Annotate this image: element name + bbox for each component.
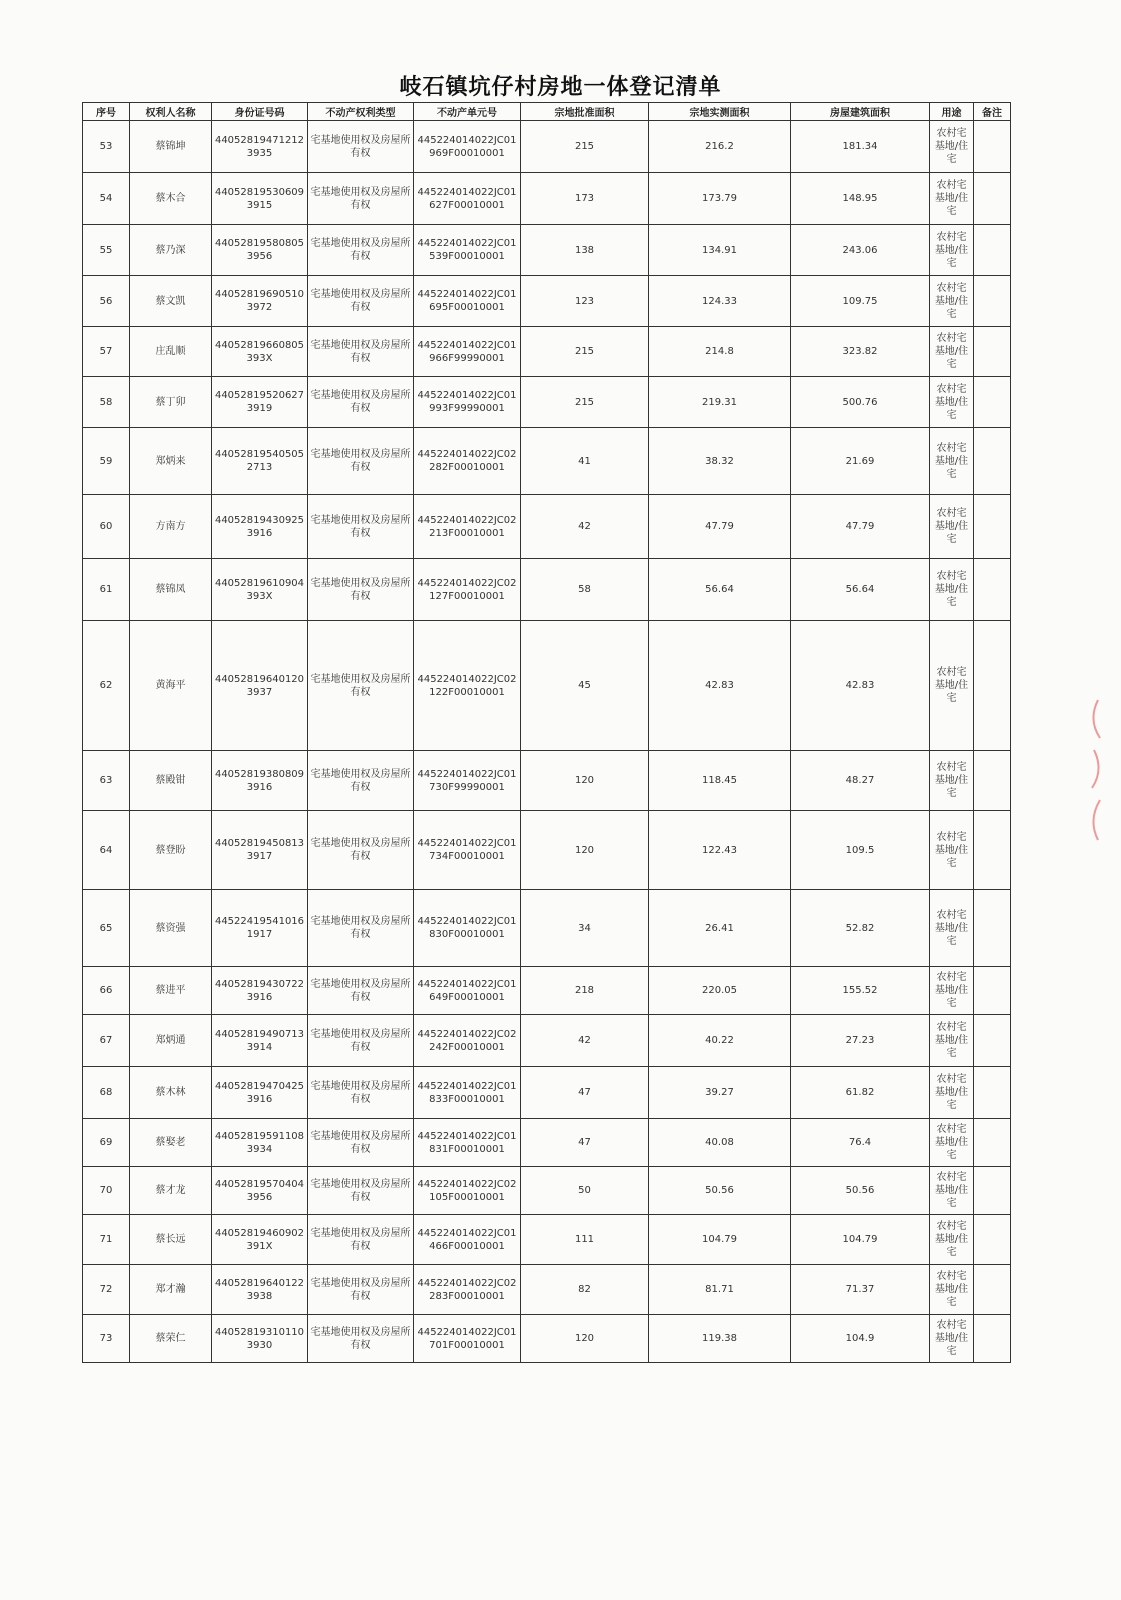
unit-number-cell: 445224014022JC01993F99990001 (414, 377, 521, 428)
usage-cell: 农村宅基地/住宅 (930, 1265, 974, 1315)
measured-area-cell: 173.79 (649, 173, 791, 225)
unit-number-cell: 445224014022JC01695F00010001 (414, 276, 521, 327)
seq-cell: 71 (83, 1215, 130, 1265)
note-cell (974, 967, 1011, 1015)
table-row (83, 428, 1011, 495)
note-cell (974, 751, 1011, 811)
right-type-cell: 宅基地使用权及房屋所有权 (308, 225, 414, 276)
unit-number-cell: 445224014022JC01734F00010001 (414, 811, 521, 890)
approved-area-cell: 123 (521, 276, 649, 327)
usage-cell: 农村宅基地/住宅 (930, 1015, 974, 1067)
seq-cell: 55 (83, 225, 130, 276)
table-row (83, 1215, 1011, 1265)
right-type-cell: 宅基地使用权及房屋所有权 (308, 1167, 414, 1215)
approved-area-cell: 120 (521, 811, 649, 890)
seq-cell: 69 (83, 1119, 130, 1167)
usage-cell: 农村宅基地/住宅 (930, 811, 974, 890)
name-cell: 蔡丁卯 (130, 377, 212, 428)
building-area-cell: 109.75 (791, 276, 930, 327)
unit-number-cell: 445224014022JC01833F00010001 (414, 1067, 521, 1119)
measured-area-cell: 47.79 (649, 495, 791, 559)
unit-number-cell: 445224014022JC02242F00010001 (414, 1015, 521, 1067)
name-cell: 蔡锦坤 (130, 121, 212, 173)
measured-area-cell: 38.32 (649, 428, 791, 495)
usage-cell: 农村宅基地/住宅 (930, 276, 974, 327)
table-body (83, 121, 1011, 1363)
note-cell (974, 225, 1011, 276)
measured-area-cell: 40.08 (649, 1119, 791, 1167)
name-cell: 蔡荣仁 (130, 1315, 212, 1363)
seq-cell: 57 (83, 327, 130, 377)
building-area-cell: 47.79 (791, 495, 930, 559)
usage-cell: 农村宅基地/住宅 (930, 495, 974, 559)
building-area-cell: 500.76 (791, 377, 930, 428)
usage-cell: 农村宅基地/住宅 (930, 1067, 974, 1119)
note-cell (974, 1315, 1011, 1363)
table-row (83, 276, 1011, 327)
unit-number-cell: 445224014022JC01539F00010001 (414, 225, 521, 276)
seq-cell: 64 (83, 811, 130, 890)
building-area-cell: 50.56 (791, 1167, 930, 1215)
right-type-cell: 宅基地使用权及房屋所有权 (308, 1265, 414, 1315)
unit-number-cell: 445224014022JC02127F00010001 (414, 559, 521, 621)
table-row (83, 225, 1011, 276)
measured-area-cell: 56.64 (649, 559, 791, 621)
building-area-cell: 52.82 (791, 890, 930, 967)
seq-cell: 54 (83, 173, 130, 225)
measured-area-cell: 26.41 (649, 890, 791, 967)
unit-number-cell: 445224014022JC01966F99990001 (414, 327, 521, 377)
approved-area-cell: 42 (521, 1015, 649, 1067)
column-header: 备注 (974, 103, 1011, 121)
table-row (83, 1265, 1011, 1315)
measured-area-cell: 219.31 (649, 377, 791, 428)
register-table (82, 102, 1011, 1363)
red-stamp-fragment (1080, 690, 1110, 850)
id-number-cell: 440528195808053956 (212, 225, 308, 276)
building-area-cell: 104.9 (791, 1315, 930, 1363)
unit-number-cell: 445224014022JC01730F99990001 (414, 751, 521, 811)
usage-cell: 农村宅基地/住宅 (930, 1167, 974, 1215)
building-area-cell: 56.64 (791, 559, 930, 621)
note-cell (974, 811, 1011, 890)
table-row (83, 559, 1011, 621)
seq-cell: 60 (83, 495, 130, 559)
column-header: 用途 (930, 103, 974, 121)
register-table-container (82, 102, 1010, 1363)
building-area-cell: 323.82 (791, 327, 930, 377)
approved-area-cell: 120 (521, 751, 649, 811)
right-type-cell: 宅基地使用权及房屋所有权 (308, 1119, 414, 1167)
right-type-cell: 宅基地使用权及房屋所有权 (308, 890, 414, 967)
measured-area-cell: 42.83 (649, 621, 791, 751)
id-number-cell: 44052819610904393X (212, 559, 308, 621)
usage-cell: 农村宅基地/住宅 (930, 225, 974, 276)
seq-cell: 66 (83, 967, 130, 1015)
name-cell: 黄海平 (130, 621, 212, 751)
table-row (83, 377, 1011, 428)
right-type-cell: 宅基地使用权及房屋所有权 (308, 428, 414, 495)
approved-area-cell: 120 (521, 1315, 649, 1363)
table-row (83, 495, 1011, 559)
usage-cell: 农村宅基地/住宅 (930, 377, 974, 428)
right-type-cell: 宅基地使用权及房屋所有权 (308, 967, 414, 1015)
header-row (83, 103, 1011, 121)
id-number-cell: 440528194508133917 (212, 811, 308, 890)
measured-area-cell: 50.56 (649, 1167, 791, 1215)
building-area-cell: 155.52 (791, 967, 930, 1015)
id-number-cell: 440528195206273919 (212, 377, 308, 428)
unit-number-cell: 445224014022JC01627F00010001 (414, 173, 521, 225)
unit-number-cell: 445224014022JC02105F00010001 (414, 1167, 521, 1215)
measured-area-cell: 134.91 (649, 225, 791, 276)
table-row (83, 1167, 1011, 1215)
seq-cell: 61 (83, 559, 130, 621)
seq-cell: 63 (83, 751, 130, 811)
column-header: 不动产权利类型 (308, 103, 414, 121)
approved-area-cell: 111 (521, 1215, 649, 1265)
id-number-cell: 440528195306093915 (212, 173, 308, 225)
approved-area-cell: 50 (521, 1167, 649, 1215)
seq-cell: 68 (83, 1067, 130, 1119)
id-number-cell: 44052819660805393X (212, 327, 308, 377)
seq-cell: 59 (83, 428, 130, 495)
name-cell: 方南方 (130, 495, 212, 559)
id-number-cell: 440528194704253916 (212, 1067, 308, 1119)
seq-cell: 53 (83, 121, 130, 173)
note-cell (974, 121, 1011, 173)
id-number-cell: 440528193808093916 (212, 751, 308, 811)
approved-area-cell: 58 (521, 559, 649, 621)
building-area-cell: 61.82 (791, 1067, 930, 1119)
unit-number-cell: 445224014022JC01649F00010001 (414, 967, 521, 1015)
usage-cell: 农村宅基地/住宅 (930, 1315, 974, 1363)
right-type-cell: 宅基地使用权及房屋所有权 (308, 377, 414, 428)
table-row (83, 1015, 1011, 1067)
usage-cell: 农村宅基地/住宅 (930, 428, 974, 495)
seq-cell: 56 (83, 276, 130, 327)
approved-area-cell: 45 (521, 621, 649, 751)
table-row (83, 811, 1011, 890)
approved-area-cell: 41 (521, 428, 649, 495)
note-cell (974, 1067, 1011, 1119)
name-cell: 蔡锦凤 (130, 559, 212, 621)
right-type-cell: 宅基地使用权及房屋所有权 (308, 1215, 414, 1265)
column-header: 宗地批准面积 (521, 103, 649, 121)
seq-cell: 73 (83, 1315, 130, 1363)
id-number-cell: 440528194907133914 (212, 1015, 308, 1067)
approved-area-cell: 42 (521, 495, 649, 559)
approved-area-cell: 215 (521, 377, 649, 428)
unit-number-cell: 445224014022JC01969F00010001 (414, 121, 521, 173)
note-cell (974, 890, 1011, 967)
usage-cell: 农村宅基地/住宅 (930, 621, 974, 751)
name-cell: 蔡登盼 (130, 811, 212, 890)
note-cell (974, 428, 1011, 495)
unit-number-cell: 445224014022JC02122F00010001 (414, 621, 521, 751)
usage-cell: 农村宅基地/住宅 (930, 967, 974, 1015)
name-cell: 蔡木合 (130, 173, 212, 225)
approved-area-cell: 82 (521, 1265, 649, 1315)
right-type-cell: 宅基地使用权及房屋所有权 (308, 751, 414, 811)
note-cell (974, 1265, 1011, 1315)
usage-cell: 农村宅基地/住宅 (930, 559, 974, 621)
approved-area-cell: 47 (521, 1119, 649, 1167)
seal-mark (1080, 690, 1110, 850)
note-cell (974, 327, 1011, 377)
usage-cell: 农村宅基地/住宅 (930, 1215, 974, 1265)
note-cell (974, 173, 1011, 225)
measured-area-cell: 119.38 (649, 1315, 791, 1363)
name-cell: 蔡乃深 (130, 225, 212, 276)
name-cell: 蔡资强 (130, 890, 212, 967)
note-cell (974, 1215, 1011, 1265)
unit-number-cell: 445224014022JC01701F00010001 (414, 1315, 521, 1363)
table-row (83, 1067, 1011, 1119)
column-header: 序号 (83, 103, 130, 121)
seq-cell: 62 (83, 621, 130, 751)
right-type-cell: 宅基地使用权及房屋所有权 (308, 811, 414, 890)
building-area-cell: 21.69 (791, 428, 930, 495)
measured-area-cell: 124.33 (649, 276, 791, 327)
right-type-cell: 宅基地使用权及房屋所有权 (308, 1015, 414, 1067)
usage-cell: 农村宅基地/住宅 (930, 121, 974, 173)
name-cell: 蔡殿钳 (130, 751, 212, 811)
measured-area-cell: 39.27 (649, 1067, 791, 1119)
right-type-cell: 宅基地使用权及房屋所有权 (308, 327, 414, 377)
table-row (83, 890, 1011, 967)
approved-area-cell: 215 (521, 121, 649, 173)
usage-cell: 农村宅基地/住宅 (930, 1119, 974, 1167)
column-header: 权利人名称 (130, 103, 212, 121)
building-area-cell: 104.79 (791, 1215, 930, 1265)
name-cell: 蔡木林 (130, 1067, 212, 1119)
measured-area-cell: 81.71 (649, 1265, 791, 1315)
column-header: 房屋建筑面积 (791, 103, 930, 121)
approved-area-cell: 47 (521, 1067, 649, 1119)
unit-number-cell: 445224014022JC02283F00010001 (414, 1265, 521, 1315)
unit-number-cell: 445224014022JC01830F00010001 (414, 890, 521, 967)
id-number-cell: 440528196401203937 (212, 621, 308, 751)
table-row (83, 967, 1011, 1015)
seq-cell: 70 (83, 1167, 130, 1215)
id-number-cell: 440528195911083934 (212, 1119, 308, 1167)
column-header: 不动产单元号 (414, 103, 521, 121)
table-row (83, 751, 1011, 811)
usage-cell: 农村宅基地/住宅 (930, 173, 974, 225)
building-area-cell: 243.06 (791, 225, 930, 276)
column-header: 宗地实测面积 (649, 103, 791, 121)
approved-area-cell: 218 (521, 967, 649, 1015)
table-row (83, 327, 1011, 377)
approved-area-cell: 34 (521, 890, 649, 967)
name-cell: 郑炳来 (130, 428, 212, 495)
approved-area-cell: 138 (521, 225, 649, 276)
measured-area-cell: 216.2 (649, 121, 791, 173)
building-area-cell: 27.23 (791, 1015, 930, 1067)
approved-area-cell: 215 (521, 327, 649, 377)
table-row (83, 1119, 1011, 1167)
name-cell: 郑炳通 (130, 1015, 212, 1067)
building-area-cell: 148.95 (791, 173, 930, 225)
unit-number-cell: 445224014022JC02282F00010001 (414, 428, 521, 495)
measured-area-cell: 40.22 (649, 1015, 791, 1067)
approved-area-cell: 173 (521, 173, 649, 225)
unit-number-cell: 445224014022JC02213F00010001 (414, 495, 521, 559)
seq-cell: 58 (83, 377, 130, 428)
id-number-cell: 445224195410161917 (212, 890, 308, 967)
table-row (83, 1315, 1011, 1363)
id-number-cell: 440528196401223938 (212, 1265, 308, 1315)
name-cell: 蔡文凯 (130, 276, 212, 327)
seq-cell: 67 (83, 1015, 130, 1067)
building-area-cell: 181.34 (791, 121, 930, 173)
right-type-cell: 宅基地使用权及房屋所有权 (308, 1067, 414, 1119)
right-type-cell: 宅基地使用权及房屋所有权 (308, 559, 414, 621)
building-area-cell: 42.83 (791, 621, 930, 751)
id-number-cell: 440528196905103972 (212, 276, 308, 327)
note-cell (974, 621, 1011, 751)
seq-cell: 72 (83, 1265, 130, 1315)
usage-cell: 农村宅基地/住宅 (930, 327, 974, 377)
right-type-cell: 宅基地使用权及房屋所有权 (308, 1315, 414, 1363)
note-cell (974, 276, 1011, 327)
page-title: 岐石镇坑仔村房地一体登记清单 (399, 74, 722, 100)
building-area-cell: 109.5 (791, 811, 930, 890)
name-cell: 蔡长远 (130, 1215, 212, 1265)
building-area-cell: 48.27 (791, 751, 930, 811)
id-number-cell: 440528194307223916 (212, 967, 308, 1015)
note-cell (974, 377, 1011, 428)
right-type-cell: 宅基地使用权及房屋所有权 (308, 121, 414, 173)
measured-area-cell: 118.45 (649, 751, 791, 811)
note-cell (974, 1167, 1011, 1215)
right-type-cell: 宅基地使用权及房屋所有权 (308, 495, 414, 559)
note-cell (974, 559, 1011, 621)
right-type-cell: 宅基地使用权及房屋所有权 (308, 621, 414, 751)
seq-cell: 65 (83, 890, 130, 967)
building-area-cell: 76.4 (791, 1119, 930, 1167)
id-number-cell: 44052819460902391X (212, 1215, 308, 1265)
building-area-cell: 71.37 (791, 1265, 930, 1315)
table-row (83, 121, 1011, 173)
unit-number-cell: 445224014022JC01831F00010001 (414, 1119, 521, 1167)
name-cell: 蔡进平 (130, 967, 212, 1015)
measured-area-cell: 214.8 (649, 327, 791, 377)
id-number-cell: 440528194712123935 (212, 121, 308, 173)
note-cell (974, 1119, 1011, 1167)
name-cell: 蔡才龙 (130, 1167, 212, 1215)
name-cell: 蔡娶老 (130, 1119, 212, 1167)
name-cell: 庄乱顺 (130, 327, 212, 377)
usage-cell: 农村宅基地/住宅 (930, 890, 974, 967)
unit-number-cell: 445224014022JC01466F00010001 (414, 1215, 521, 1265)
table-row (83, 173, 1011, 225)
right-type-cell: 宅基地使用权及房屋所有权 (308, 276, 414, 327)
name-cell: 郑才瀚 (130, 1265, 212, 1315)
note-cell (974, 495, 1011, 559)
column-header: 身份证号码 (212, 103, 308, 121)
id-number-cell: 440528194309253916 (212, 495, 308, 559)
right-type-cell: 宅基地使用权及房屋所有权 (308, 173, 414, 225)
id-number-cell: 440528195405052713 (212, 428, 308, 495)
measured-area-cell: 122.43 (649, 811, 791, 890)
id-number-cell: 440528193101103930 (212, 1315, 308, 1363)
usage-cell: 农村宅基地/住宅 (930, 751, 974, 811)
measured-area-cell: 220.05 (649, 967, 791, 1015)
note-cell (974, 1015, 1011, 1067)
table-row (83, 621, 1011, 751)
id-number-cell: 440528195704043956 (212, 1167, 308, 1215)
measured-area-cell: 104.79 (649, 1215, 791, 1265)
